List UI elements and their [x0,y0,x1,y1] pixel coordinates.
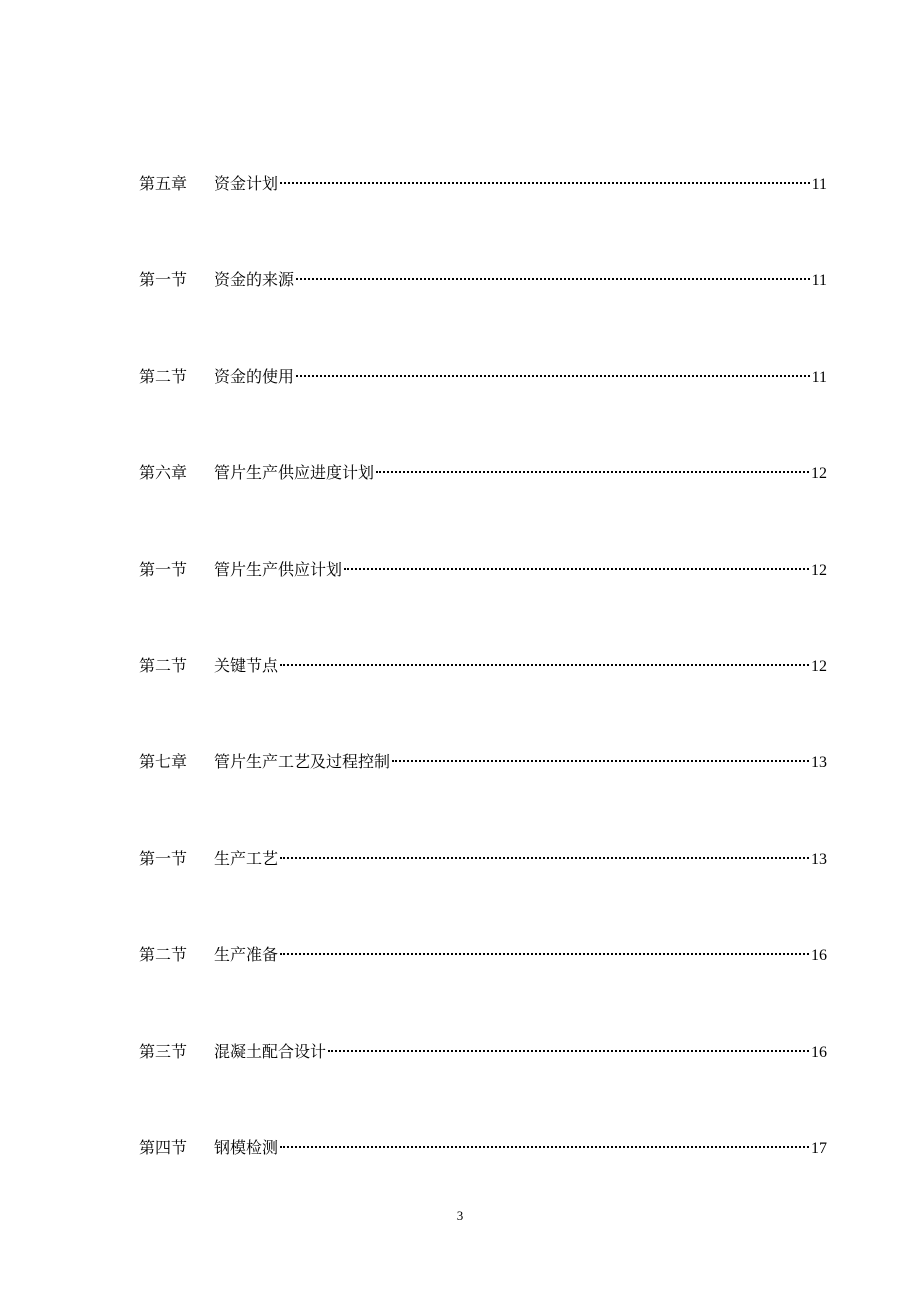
toc-entry-title: 资金的来源 [214,270,295,290]
toc-entry-number: 第五章 [139,174,188,193]
toc-entry-title: 资金的使用 [214,366,295,386]
toc-entry[interactable] [139,170,827,266]
toc-leader-dots [344,568,809,570]
toc-leader-dots [328,1050,809,1052]
toc-leader-dots [392,760,809,762]
toc-leader-dots [376,471,809,473]
page-number: 3 [456,1208,464,1223]
toc-entry[interactable] [139,941,827,1037]
toc-entry-number: 第二节 [139,655,188,675]
toc-entry-page: 13 [811,850,827,868]
toc-entry-page: 11 [811,368,827,386]
toc-entry-page: 11 [811,176,827,193]
toc-entry-number: 第三节 [139,1041,188,1061]
toc-leader-dots [280,664,809,666]
toc-entry[interactable] [139,556,827,652]
toc-leader-dots [280,953,809,955]
toc-entry-number: 第四节 [139,1137,188,1157]
toc-entry-number: 第一节 [139,559,188,579]
toc-entry-page: 16 [811,947,827,965]
toc-leader-dots [280,857,809,859]
toc-entry-page: 11 [811,272,827,290]
toc-entry-page: 12 [811,657,827,675]
toc-entry[interactable] [139,1038,827,1134]
toc-entry-title: 管片生产供应进度计划 [214,463,375,483]
toc-entry-number: 第二节 [139,366,188,386]
toc-entry-title: 管片生产工艺及过程控制 [214,752,391,772]
toc-entry-title: 资金计划 [214,174,279,193]
toc-entry-number: 第二节 [139,945,188,965]
toc-entry-title: 关键节点 [214,655,279,675]
toc-entry[interactable] [139,748,827,844]
toc-entry-number: 第一节 [139,270,188,290]
toc-entry-number: 第一节 [139,848,188,868]
toc-entry-title: 钢模检测 [214,1137,279,1157]
toc-entry-title: 生产准备 [214,945,279,965]
table-of-contents [139,170,827,1230]
toc-entry-title: 混凝土配合设计 [214,1041,327,1061]
toc-entry[interactable] [139,266,827,362]
toc-entry-title: 生产工艺 [214,848,279,868]
toc-entry-page: 16 [811,1043,827,1061]
toc-entry[interactable] [139,845,827,941]
toc-entry-page: 17 [811,1139,827,1157]
toc-leader-dots [296,375,810,377]
toc-entry-page: 13 [811,754,827,772]
toc-leader-dots [280,1146,809,1148]
toc-entry-page: 12 [811,561,827,579]
toc-entry-number: 第七章 [139,752,188,772]
toc-entry[interactable] [139,652,827,748]
toc-entry[interactable] [139,459,827,555]
toc-entry-number: 第六章 [139,463,188,483]
toc-entry[interactable] [139,363,827,459]
toc-entry-page: 12 [811,465,827,483]
toc-leader-dots [296,278,810,280]
toc-entry-title: 管片生产供应计划 [214,559,343,579]
toc-leader-dots [280,182,810,184]
